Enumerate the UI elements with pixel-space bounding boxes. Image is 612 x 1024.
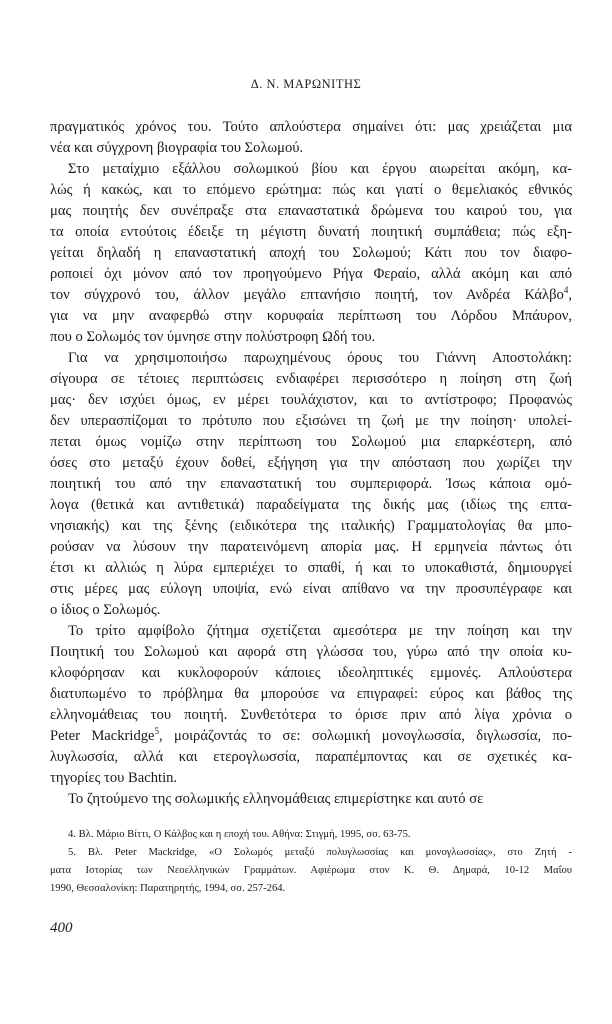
text-line: Στο μεταίχμιο εξάλλου σολωμικού βίου και έργου αιωρείται ακόμη, κα- [68, 161, 572, 177]
text-line: Ποιητική του Σολωμού και αφορά στη γλώσσα του, γύρω από την οποία κυ- [50, 644, 572, 660]
text-line: ρούσαν να λύσουν την παρατεινόμενη απορία μας. Η ερμηνεία πάντως ότι [50, 539, 572, 555]
text-segment: , [568, 287, 572, 303]
text-line: τηγορίες του Bachtin. [50, 770, 178, 786]
text-line: μας· δεν ισχύει όμως, εν μέρει τουλάχιστον, και το αντίστροφο; Προφανώς [50, 392, 572, 408]
text-line: ποιητική του από την επαναστατική του συμπεριφορά. Ίσως κάποια ομό- [50, 476, 572, 492]
text-segment: τον σύγχρονό του, άλλον μεγάλο επτανήσιο ποιητή, τον Ανδρέα Κάλβο [50, 287, 564, 303]
text-line [50, 726, 572, 747]
running-head: Δ. Ν. ΜΑΡΩΝΙΤΗΣ [250, 77, 362, 91]
footnote-4: 4. Βλ. Μάριο Βίττι, Ο Κάλβος και η εποχή του. Αθήνα: Στιγμή, 1995, σσ. 63-75. [68, 829, 411, 840]
text-line: που ο Σολωμός τον ύμνησε στην πολύστροφη Ωδή του. [50, 329, 376, 345]
text-line: Το τρίτο αμφίβολο ζήτημα σχετίζεται αμεσότερα με την ποίηση και την [68, 623, 572, 639]
text-line: νέα και σύγχρονη βιογραφία του Σολωμού. [50, 140, 304, 156]
text-line: τα οποία εντούτοις έδειξε τη μέγιστη δυνατή ποιητική συμπάθεια; πώς εξη- [50, 224, 572, 240]
text-line: κλοφόρησαν και κυκλοφορούν κάποιες ιδεοληπτικές εμμονές. Απλούστερα [50, 665, 572, 681]
text-line: πραγματικός χρόνος του. Τούτο απλούστερα σημαίνει ότι: μας χρειάζεται μια [50, 119, 572, 135]
text-line: ροποιεί όχι μόνον από τον προηγούμενο Ρήγα Φεραίο, αλλά ακόμη και από [50, 266, 572, 282]
text-line: διατυπωμένο το πρόβλημα θα μπορούσε να επιγραφεί: εύρος και βάθος της [50, 686, 572, 702]
footnote-5: 5. Βλ. Peter Mackridge, «Ο Σολωμός μεταξύ πολυγλωσσίας και μονογλωσσίας», στο Ζητή - [68, 847, 572, 858]
footnote-5-continued: ματα Ιστορίας των Νεοελληνικών Γραμμάτων. Αφιέρωμα στον Κ. Θ. Δημαρά, 10-12 Μαΐου [50, 865, 572, 876]
text-line: ελληνομάθειας του ποιητή. Συνθετότερα το όρισε πριν από λίγα χρόνια ο [50, 707, 572, 723]
text-line: σίγουρα σε τέτοιες περιπτώσεις ενδιαφέρει περισσότερο η ποίηση στη ζωή [50, 371, 572, 387]
text-line: ο ίδιος ο Σολωμός. [50, 602, 161, 618]
text-line: λογα (θετικά και αντιθετικά) παραδείγματα της δικής μας (ιδίως της επτα- [50, 497, 572, 513]
text-line: νησιακής) και της ξένης (ειδικότερα της ιταλικής) Γραμματολογίας θα μπο- [50, 518, 572, 534]
text-line: όσες στο μεταξύ έχουν δοθεί, εξήγηση για την απόσταση που χωρίζει την [50, 455, 572, 471]
text-line [50, 285, 572, 306]
footnote-ref-4[interactable]: 4 [563, 285, 569, 296]
text-line: λυγλωσσία, αλλά και ετερογλωσσία, παραπέμποντας και σε σχετικές κα- [50, 749, 572, 765]
text-line: δεν υπερασπίζομαι το πρότυπο που εξισώνει τη ζωή με την ποίηση· υπολεί- [50, 413, 572, 429]
text-line: λώς ή κακώς, και το επόμενο ερώτημα: πώς και γιατί ο θεμελιακός εθνικός [50, 182, 572, 198]
text-segment: Peter Mackridge [50, 728, 155, 744]
text-line: για να μην αναφερθώ στην κορυφαία περίπτωση του Λόρδου Μπάυρον, [50, 308, 572, 324]
text-line: Το ζητούμενο της σολωμικής ελληνομάθειας επιμερίστηκε και αυτό σε [68, 791, 484, 807]
text-line: Για να χρησιμοποιήσω παρωχημένους όρους του Γιάννη Αποστολάκη: [68, 350, 572, 366]
footnotes [50, 826, 572, 898]
body-text [50, 117, 572, 810]
text-line: μας ποιητής δεν συνέπραξε στα επαναστατικά δρώμενα του καιρού του, για [50, 203, 572, 219]
footnote-5-continued: 1990, Θεσσαλονίκη: Παρατηρητής, 1994, σσ. 257-264. [50, 883, 286, 894]
text-line: γείται δηλαδή η επαναστατική αποχή του Σολωμού; Κάτι που τον διαφο- [50, 245, 572, 261]
text-segment: , μοιράζοντάς το σε: σολωμική μονογλωσσία, διγλωσσία, πο- [159, 728, 572, 744]
text-line: πεται όμως νομίζω στην περίπτωση του Σολωμού μια επαρκέστερη, από [50, 434, 572, 450]
footnote-ref-5[interactable]: 5 [154, 726, 160, 737]
text-line: έτσι κι αλλιώς η λύρα εμπεριέχει το σπαθί, ή και το υποκαθιστά, δημιουργεί [50, 560, 572, 576]
page-number: 400 [50, 920, 73, 936]
text-line: στις μέρες μας εύλογη υποψία, ενώ είναι απίθανο να την προσυπέγραφε και [50, 581, 572, 597]
